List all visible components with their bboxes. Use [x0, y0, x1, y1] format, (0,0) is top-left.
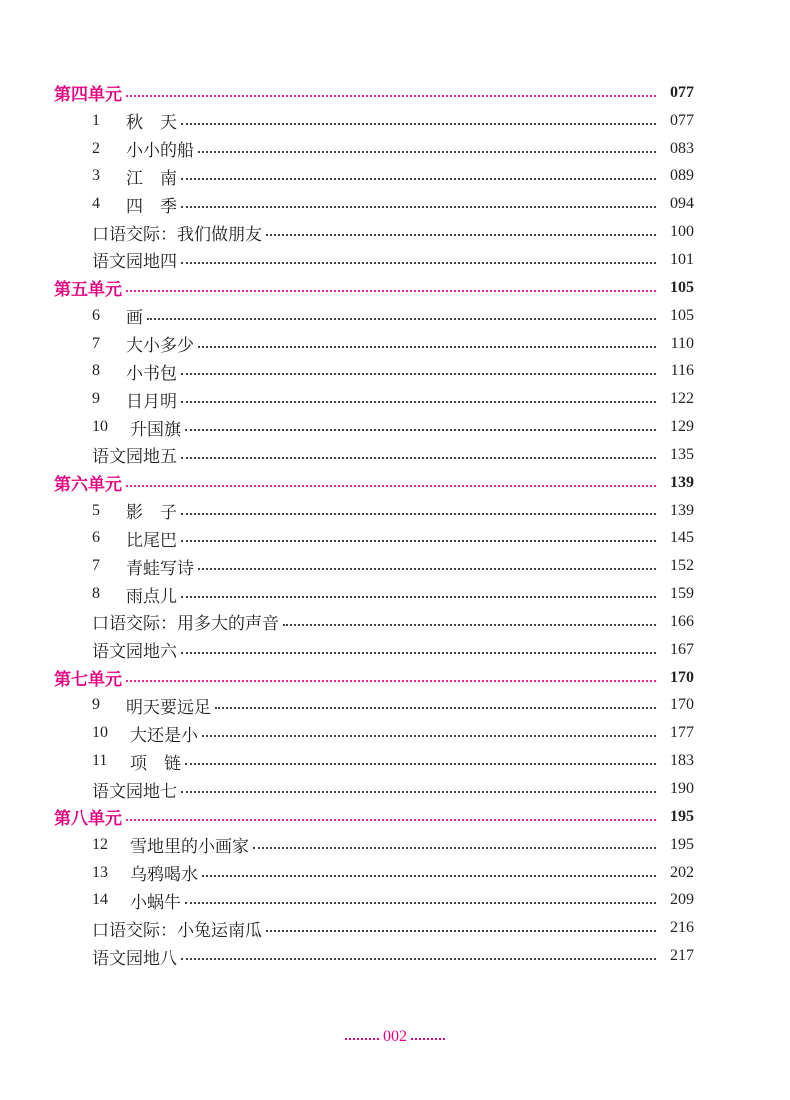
entry-title: 小蜗牛: [130, 892, 181, 913]
lesson-number: 14: [92, 891, 108, 909]
dot-leader: [181, 596, 656, 598]
entry-page-number: 110: [670, 334, 694, 352]
entry-page-number: 183: [670, 752, 694, 770]
entry-title: 雪地里的小画家: [130, 837, 249, 858]
dot-leader: [181, 513, 656, 515]
toc-unit-heading[interactable]: [0, 79, 790, 107]
entry-page-number: 195: [670, 807, 694, 825]
lesson-number: 9: [92, 390, 100, 408]
toc-lesson-entry[interactable]: [0, 525, 790, 553]
dot-leader: [126, 95, 656, 97]
footer-dots-right: [411, 1038, 445, 1040]
entry-title: 画: [126, 308, 143, 329]
lesson-number: 11: [92, 752, 108, 770]
lesson-number: 6: [92, 306, 100, 324]
entry-page-number: 122: [670, 390, 694, 408]
entry-title: 升国旗: [130, 419, 181, 440]
entry-title: 大小多少: [126, 336, 194, 357]
entry-title: 日月明: [126, 391, 177, 412]
dot-leader: [181, 540, 656, 542]
dot-leader: [181, 457, 656, 459]
entry-title: 第四单元: [54, 85, 122, 106]
entry-page-number: 152: [670, 557, 694, 575]
lesson-number: 13: [92, 863, 108, 881]
entry-page-number: 129: [670, 418, 694, 436]
entry-title: 小小的船: [126, 141, 194, 162]
lesson-number: 12: [92, 835, 108, 853]
dot-leader: [181, 791, 656, 793]
dot-leader: [126, 290, 656, 292]
entry-title: 青蛙写诗: [126, 558, 194, 579]
entry-title: 口语交际：我们做朋友: [92, 224, 262, 245]
toc-unit-heading[interactable]: [0, 469, 790, 497]
entry-title: 小书包: [126, 363, 177, 384]
entry-page-number: 139: [670, 473, 694, 491]
toc-lesson-entry[interactable]: [0, 190, 790, 218]
entry-title: 江 南: [126, 168, 177, 189]
lesson-number: 1: [92, 111, 100, 129]
entry-title: 第五单元: [54, 280, 122, 301]
lesson-number: 7: [92, 557, 100, 575]
entry-page-number: 209: [670, 891, 694, 909]
entry-page-number: 089: [670, 167, 694, 185]
entry-page-number: 217: [670, 947, 694, 965]
entry-title: 比尾巴: [126, 530, 177, 551]
dot-leader: [181, 373, 656, 375]
dot-leader: [181, 262, 656, 264]
entry-title: 语文园地六: [92, 642, 177, 663]
dot-leader: [181, 178, 656, 180]
toc-lesson-entry[interactable]: [0, 330, 790, 358]
page-number: 002: [383, 1028, 407, 1045]
toc-unit-heading[interactable]: [0, 664, 790, 692]
dot-leader: [266, 234, 656, 236]
lesson-number: 7: [92, 334, 100, 352]
entry-title: 第六单元: [54, 475, 122, 496]
entry-page-number: 167: [670, 640, 694, 658]
entry-title: 语文园地七: [92, 781, 177, 802]
entry-title: 影 子: [126, 503, 177, 524]
dot-leader: [181, 652, 656, 654]
lesson-number: 6: [92, 529, 100, 547]
entry-title: 第七单元: [54, 670, 122, 691]
entry-page-number: 159: [670, 585, 694, 603]
dot-leader: [266, 930, 656, 932]
entry-page-number: 077: [670, 83, 694, 101]
entry-page-number: 166: [670, 612, 694, 630]
toc-extra-entry[interactable]: [0, 441, 790, 469]
entry-title: 口语交际：小兔运南瓜: [92, 920, 262, 941]
dot-leader: [181, 206, 656, 208]
dot-leader: [147, 318, 656, 320]
toc-lesson-entry[interactable]: [0, 302, 790, 330]
toc-extra-entry[interactable]: [0, 218, 790, 246]
lesson-number: 9: [92, 696, 100, 714]
entry-page-number: 083: [670, 139, 694, 157]
entry-page-number: 177: [670, 724, 694, 742]
toc-extra-entry[interactable]: [0, 942, 790, 970]
toc-lesson-entry[interactable]: [0, 552, 790, 580]
dot-leader: [185, 763, 656, 765]
dot-leader: [126, 680, 656, 682]
footer-dots-left: [345, 1038, 379, 1040]
toc-unit-heading[interactable]: [0, 274, 790, 302]
entry-page-number: 139: [670, 501, 694, 519]
entry-title: 口语交际：用多大的声音: [92, 614, 279, 635]
entry-page-number: 145: [670, 529, 694, 547]
dot-leader: [202, 735, 656, 737]
entry-title: 项 链: [130, 753, 181, 774]
dot-leader: [283, 624, 656, 626]
toc-lesson-entry[interactable]: [0, 107, 790, 135]
entry-title: 语文园地四: [92, 252, 177, 273]
dot-leader: [185, 429, 656, 431]
toc-lesson-entry[interactable]: [0, 692, 790, 720]
entry-title: 语文园地五: [92, 447, 177, 468]
entry-title: 大还是小: [130, 725, 198, 746]
dot-leader: [126, 485, 656, 487]
dot-leader: [185, 902, 656, 904]
dot-leader: [181, 401, 656, 403]
entry-title: 明天要远足: [126, 697, 211, 718]
toc-lesson-entry[interactable]: [0, 831, 790, 859]
dot-leader: [126, 819, 656, 821]
toc-lesson-entry[interactable]: [0, 886, 790, 914]
toc-extra-entry[interactable]: [0, 246, 790, 274]
toc-lesson-entry[interactable]: [0, 413, 790, 441]
entry-page-number: 202: [670, 863, 694, 881]
dot-leader: [198, 568, 656, 570]
table-of-contents: [0, 79, 790, 970]
entry-page-number: 195: [670, 835, 694, 853]
entry-page-number: 105: [670, 306, 694, 324]
dot-leader: [215, 707, 656, 709]
entry-page-number: 094: [670, 195, 694, 213]
lesson-number: 3: [92, 167, 100, 185]
entry-page-number: 190: [670, 780, 694, 798]
entry-title: 秋 天: [126, 113, 177, 134]
entry-page-number: 170: [670, 696, 694, 714]
toc-lesson-entry[interactable]: [0, 747, 790, 775]
toc-lesson-entry[interactable]: [0, 719, 790, 747]
toc-unit-heading[interactable]: [0, 803, 790, 831]
dot-leader: [181, 958, 656, 960]
entry-page-number: 100: [670, 223, 694, 241]
lesson-number: 10: [92, 418, 108, 436]
toc-lesson-entry[interactable]: [0, 357, 790, 385]
toc-lesson-entry[interactable]: [0, 385, 790, 413]
entry-title: 语文园地八: [92, 948, 177, 969]
lesson-number: 5: [92, 501, 100, 519]
entry-title: 四 季: [126, 196, 177, 217]
toc-extra-entry[interactable]: [0, 775, 790, 803]
entry-page-number: 105: [670, 278, 694, 296]
entry-page-number: 170: [670, 668, 694, 686]
lesson-number: 8: [92, 585, 100, 603]
entry-page-number: 216: [670, 919, 694, 937]
entry-title: 第八单元: [54, 809, 122, 830]
toc-extra-entry[interactable]: [0, 608, 790, 636]
dot-leader: [253, 847, 656, 849]
lesson-number: 10: [92, 724, 108, 742]
entry-page-number: 077: [670, 111, 694, 129]
toc-lesson-entry[interactable]: [0, 135, 790, 163]
toc-lesson-entry[interactable]: [0, 580, 790, 608]
entry-page-number: 101: [670, 250, 694, 268]
dot-leader: [198, 151, 656, 153]
toc-extra-entry[interactable]: [0, 636, 790, 664]
toc-lesson-entry[interactable]: [0, 859, 790, 887]
dot-leader: [181, 123, 656, 125]
page-footer: [0, 1028, 790, 1046]
entry-page-number: 116: [670, 362, 694, 380]
toc-lesson-entry[interactable]: [0, 163, 790, 191]
entry-page-number: 135: [670, 445, 694, 463]
dot-leader: [198, 346, 656, 348]
lesson-number: 4: [92, 195, 100, 213]
dot-leader: [202, 875, 656, 877]
toc-lesson-entry[interactable]: [0, 497, 790, 525]
lesson-number: 2: [92, 139, 100, 157]
entry-title: 乌鸦喝水: [130, 865, 198, 886]
entry-title: 雨点儿: [126, 586, 177, 607]
lesson-number: 8: [92, 362, 100, 380]
toc-extra-entry[interactable]: [0, 914, 790, 942]
